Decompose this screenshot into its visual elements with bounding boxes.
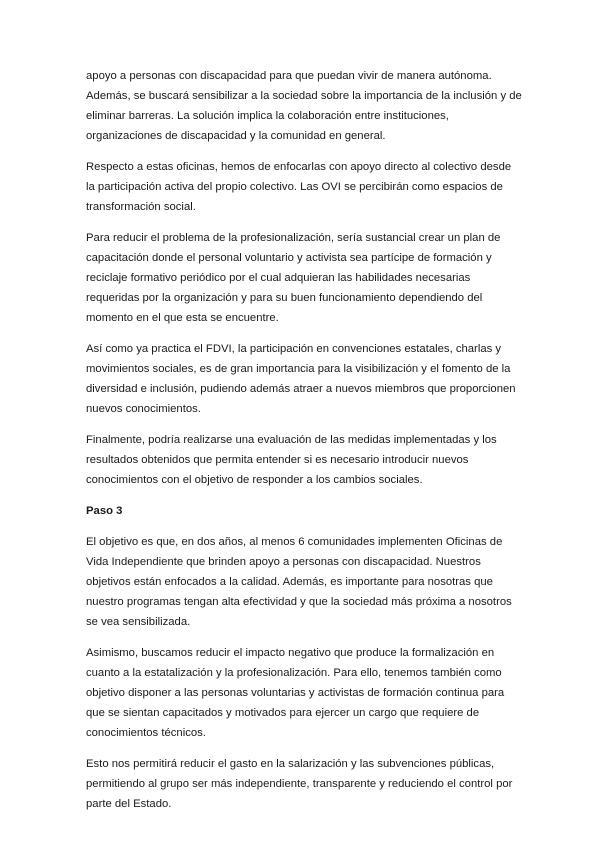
text-line: Vida Independiente que brinden apoyo a personas con discapacidad. Nuestros [86,556,481,568]
text-line: eliminar barreras. La solución implica la colaboración entre instituciones, [86,110,449,122]
text-line: objetivos están enfocados a la calidad. Además, es importante para nosotras que [86,576,493,588]
text-line: capacitación donde el personal voluntario y activista sea partícipe de formación y [86,252,492,264]
text-line: transformación social. [86,201,196,213]
text-line: Asimismo, buscamos reducir el impacto negativo que produce la formalización en [86,647,495,659]
text-line: reciclaje formativo periódico por el cual adquieran las habilidades necesarias [86,272,471,284]
text-line: requeridas por la organización y para su buen funcionamiento dependiendo del [86,292,483,304]
paragraph-fdvi [86,339,526,419]
text-line: movimientos sociales, es de gran importancia para la visibilización y el fomento de la [86,363,511,375]
text-line: Finalmente, podría realizarse una evaluación de las medidas implementadas y los [86,434,497,446]
text-line: diversidad e inclusión, pudiendo además atraer a nuevos miembros que proporcionen [86,383,516,395]
paragraph-oficinas [86,157,526,217]
text-line: conocimientos técnicos. [86,727,206,739]
paragraph-asimismo [86,643,526,743]
text-line: Para reducir el problema de la profesionalización, sería sustancial crear un plan de [86,232,501,244]
document-page [86,66,526,825]
text-line: nuestro programas tengan alta efectividad y que la sociedad más próxima a nosotros [86,596,512,608]
section-heading-paso-3: Paso 3 [86,505,123,517]
text-line: conocimientos con el objetivo de responder a los cambios sociales. [86,474,423,486]
text-line: nuevos conocimientos. [86,403,201,415]
paragraph-intro [86,66,526,146]
text-line: organizaciones de discapacidad y la comunidad en general. [86,130,386,142]
paragraph-profesionalizacion [86,228,526,328]
text-line: objetivo disponer a las personas voluntarias y activistas de formación continua para [86,687,505,699]
text-line: cuanto a la estatalización y la profesionalización. Para ello, tenemos también como [86,667,502,679]
paragraph-gasto [86,754,526,814]
text-line: Así como ya practica el FDVI, la participación en convenciones estatales, charlas y [86,343,502,355]
text-line: la participación activa del propio colectivo. Las OVI se percibirán como espacios de [86,181,503,193]
text-line: apoyo a personas con discapacidad para que puedan vivir de manera autónoma. [86,70,492,82]
text-line: permitiendo al grupo ser más independiente, transparente y reduciendo el control por [86,778,513,790]
paragraph-objetivo [86,532,526,632]
text-line: parte del Estado. [86,798,172,810]
text-line: Además, se buscará sensibilizar a la sociedad sobre la importancia de la inclusión y de [86,90,522,102]
text-line: que se sientan capacitados y motivados para ejercer un cargo que requiere de [86,707,480,719]
text-line: Respecto a estas oficinas, hemos de enfocarlas con apoyo directo al colectivo desde [86,161,512,173]
text-line: El objetivo es que, en dos años, al menos 6 comunidades implementen Oficinas de [86,536,503,548]
paragraph-evaluacion [86,430,526,490]
text-line: Esto nos permitirá reducir el gasto en la salarización y las subvenciones públicas, [86,758,495,770]
text-line: se vea sensibilizada. [86,616,191,628]
text-line: resultados obtenidos que permita entender si es necesario introducir nuevos [86,454,469,466]
text-line: momento en el que esta se encuentre. [86,312,279,324]
